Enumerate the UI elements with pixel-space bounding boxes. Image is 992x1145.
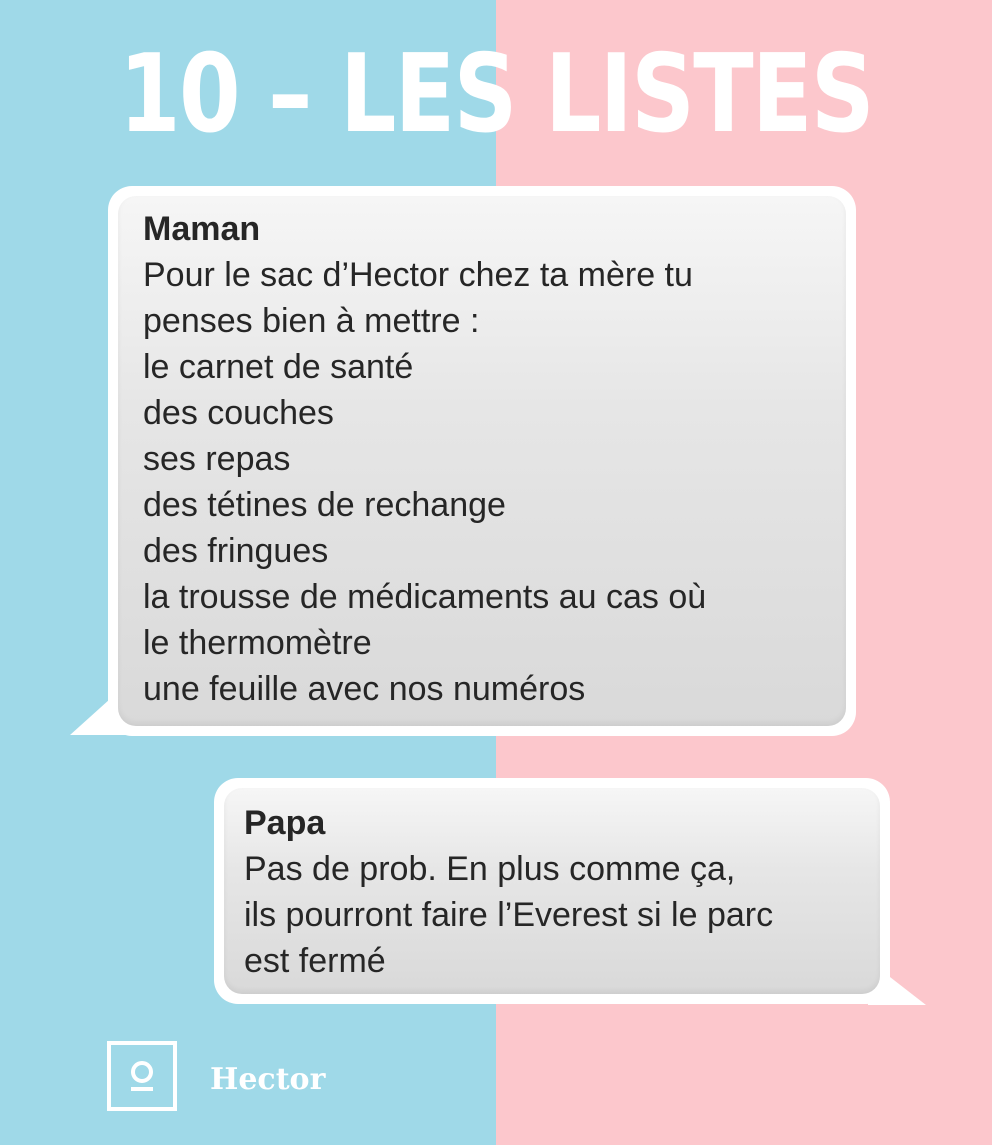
person-icon — [111, 1045, 173, 1107]
message-line: des fringues — [143, 532, 329, 570]
message-line: le carnet de santé — [143, 348, 414, 386]
page-title: 10 – LES LISTES — [119, 32, 873, 157]
logo — [107, 1041, 177, 1111]
message-line: Pas de prob. En plus comme ça, — [244, 850, 736, 888]
message-text — [244, 800, 773, 984]
message-line: ses repas — [143, 440, 291, 478]
message-line: la trousse de médicaments au cas où — [143, 578, 707, 616]
brand-name: Hector — [210, 1062, 326, 1097]
message-line: penses bien à mettre : — [143, 302, 480, 340]
message-line: des couches — [143, 394, 334, 432]
message-sender: Maman — [143, 210, 261, 248]
message-line: est fermé — [244, 942, 386, 980]
message-line: une feuille avec nos numéros — [143, 670, 586, 708]
message-line: Pour le sac d’Hector chez ta mère tu — [143, 256, 693, 294]
message-line: ils pourront faire l’Everest si le parc — [244, 896, 774, 934]
message-sender: Papa — [244, 804, 326, 842]
message-line: le thermomètre — [143, 624, 372, 662]
message-line: des tétines de rechange — [143, 486, 506, 524]
message-text — [143, 206, 706, 712]
